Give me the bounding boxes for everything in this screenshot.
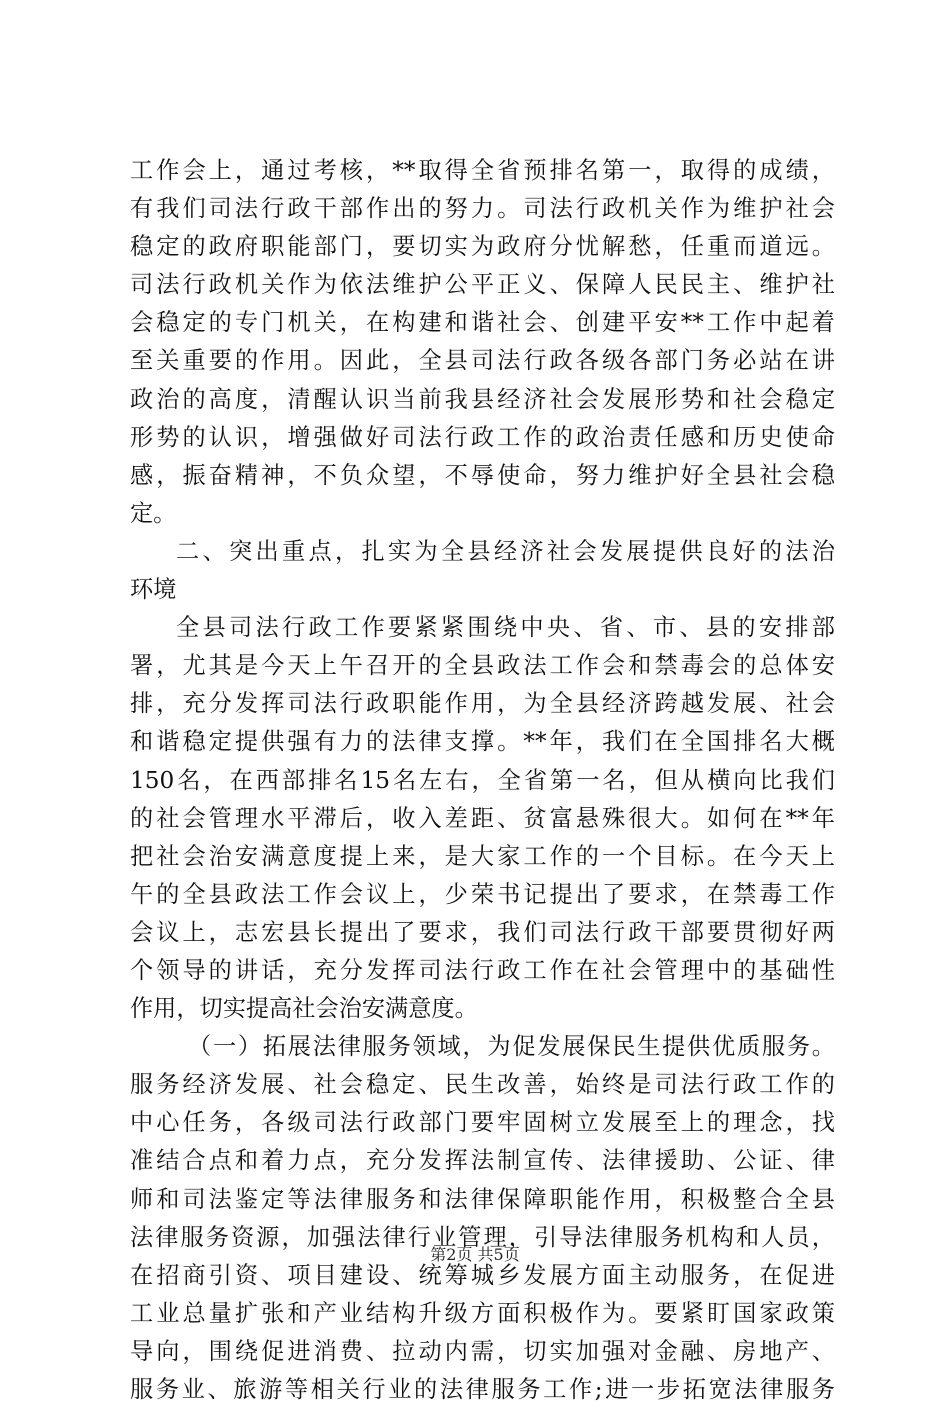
text-line-13: 全县司法行政工作要紧紧围绕中央、省、市、县的安排部 [176,614,835,642]
text-line-27: 准结合点和着力点，充分发挥法制宣传、法律援助、公证、律 [130,1147,835,1175]
text-line-33: 服务业、旅游等相关行业的法律服务工作;进一步拓宽法律服务 [130,1376,835,1403]
section-heading-line-2: 环境 [130,576,177,604]
text-line-30: 在招商引资、项目建设、统筹城乡发展方面主动服务，在促进 [130,1261,835,1289]
text-line-7: 政治的高度，清醒认识当前我县经济社会发展形势和社会稳定 [130,385,835,413]
text-line-26: 中心任务，各级司法行政部门要牢固树立发展至上的理念，找 [130,1109,835,1137]
text-line-4: 司法行政机关作为依法维护公平正义、保障人民民主、维护社 [130,271,835,299]
text-line-19: 把社会治安满意度提上来，是大家工作的一个目标。在今天上 [130,842,835,870]
text-line-20: 午的全县政法工作会议上，少荣书记提出了要求，在禁毒工作 [130,880,835,908]
text-line-31: 工业总量扩张和产业结构升级方面积极作为。要紧盯国家政策 [130,1299,835,1327]
text-line-22: 个领导的讲话，充分发挥司法行政工作在社会管理中的基础性 [130,956,835,984]
text-line-6: 至关重要的作用。因此，全县司法行政各级各部门务必站在讲 [130,347,835,375]
text-line-25: 服务经济发展、社会稳定、民生改善，始终是司法行政工作的 [130,1071,835,1099]
text-line-1: 工作会上，通过考核，**取得全省预排名第一，取得的成绩， [130,157,835,184]
text-line-5: 会稳定的专门机关，在构建和谐社会、创建平安**工作中起着 [130,309,835,337]
text-line-23: 作用，切实提高社会治安满意度。 [130,995,478,1023]
text-line-32: 导向，围绕促进消费、拉动内需，切实加强对金融、房地产、 [130,1337,835,1365]
text-line-29: 法律服务资源，加强法律行业管理，引导法律服务机构和人员， [130,1223,835,1251]
text-line-21: 会议上，志宏县长提出了要求，我们司法行政干部要贯彻好两 [130,918,835,946]
text-line-17: 150名，在西部排名15名左右，全省第一名，但从横向比我们 [130,766,835,794]
page-number-footer: 第2页 共5页 [430,1245,520,1264]
subsection-heading-line: （一）拓展法律服务领域，为促发展保民生提供优质服务。 [188,1033,835,1061]
text-line-10: 定。 [130,499,177,527]
text-line-9: 感，振奋精神，不负众望，不辱使命，努力维护好全县社会稳 [130,461,835,489]
text-line-8: 形势的认识，增强做好司法行政工作的政治责任感和历史使命 [130,423,835,451]
text-line-16: 和谐稳定提供强有力的法律支撑。**年，我们在全国排名大概 [130,728,835,756]
text-line-18: 的社会管理水平滞后，收入差距、贫富悬殊很大。如何在**年 [130,804,835,832]
text-line-14: 署，尤其是今天上午召开的全县政法工作会和禁毒会的总体安 [130,652,835,680]
section-heading-line-1: 二、突出重点，扎实为全县经济社会发展提供良好的法治 [176,537,835,565]
text-line-28: 师和司法鉴定等法律服务和法律保障职能作用，积极整合全县 [130,1185,835,1213]
document-body [130,152,835,1409]
text-line-15: 排，充分发挥司法行政职能作用，为全县经济跨越发展、社会 [130,690,835,718]
text-line-3: 稳定的政府职能部门，要切实为政府分忧解愁，任重而道远。 [130,233,835,261]
text-line-2: 有我们司法行政干部作出的努力。司法行政机关作为维护社会 [130,195,835,223]
